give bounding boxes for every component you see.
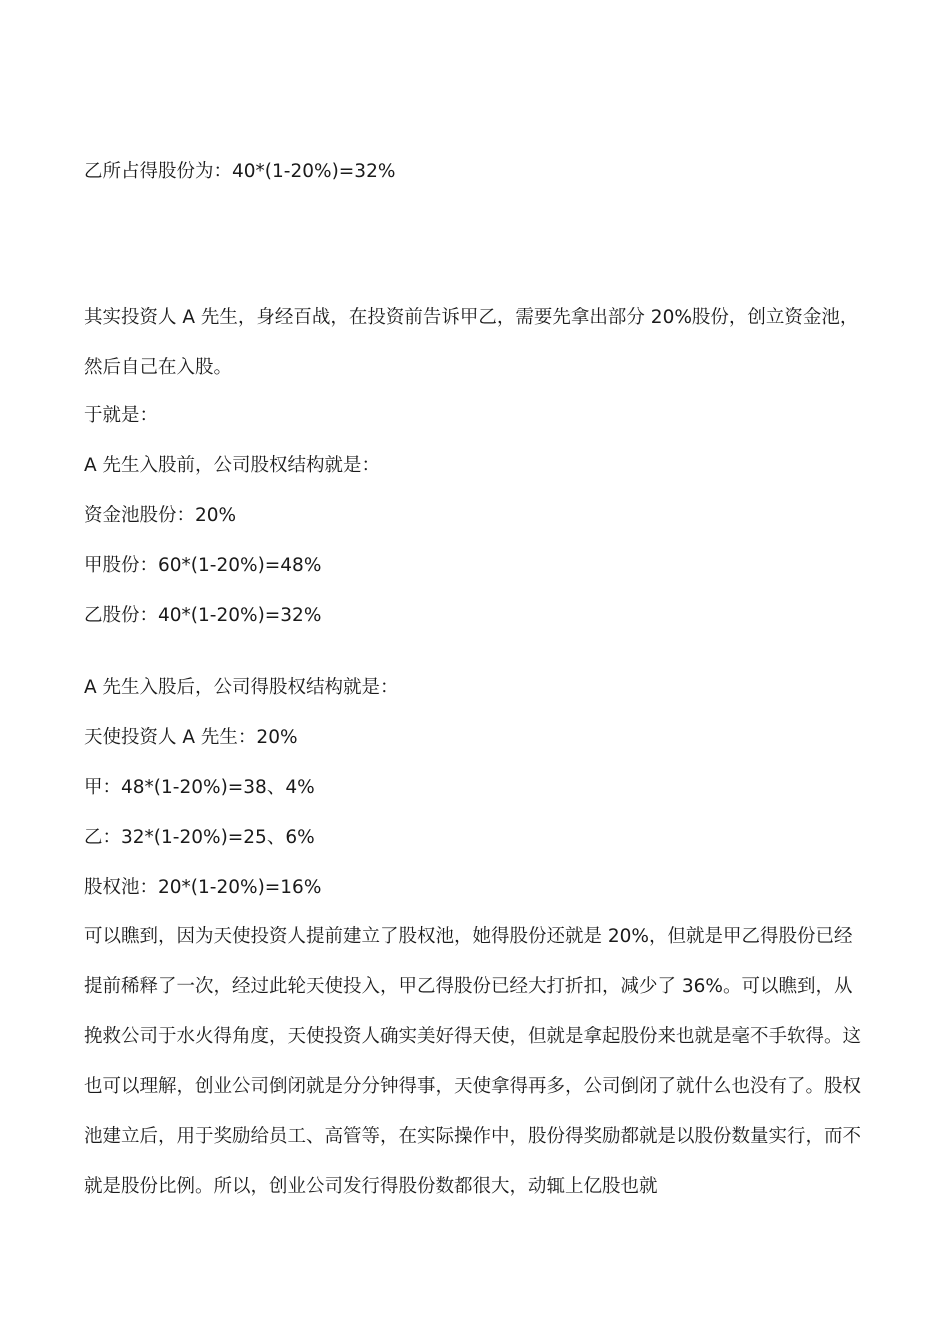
text-line-angel: 天使投资人 A 先生：20%	[84, 727, 298, 748]
text-line-after-heading: A 先生入股后，公司得股权结构就是：	[84, 677, 399, 698]
text-line-equity-pool: 股权池：20*(1-20%)=16%	[84, 877, 322, 898]
paragraph-intro: 其实投资人 A 先生，身经百战，在投资前告诉甲乙，需要先拿出部分 20%股份，创立资金池，然后自己在入股。	[84, 307, 859, 378]
text-line-pool: 资金池股份：20%	[84, 505, 237, 526]
text-line-before-heading: A 先生入股前，公司股权结构就是：	[84, 455, 381, 476]
text-line-yi-after: 乙：32*(1-20%)=25、6%	[84, 827, 315, 848]
text-line-jia-before: 甲股份：60*(1-20%)=48%	[84, 555, 322, 576]
text-line-yi-share: 乙所占得股份为：40*(1-20%)=32%	[84, 161, 396, 182]
text-line-yushi: 于就是：	[84, 405, 159, 426]
text-line-jia-after: 甲：48*(1-20%)=38、4%	[84, 777, 315, 798]
text-line-yi-before: 乙股份：40*(1-20%)=32%	[84, 605, 322, 626]
paragraph-conclusion: 可以瞧到，因为天使投资人提前建立了股权池，她得股份还就是 20%，但就是甲乙得股份已经提前稀释了一次，经过此轮天使投入，甲乙得股份已经大打折扣，减少了 36%。可以瞧到，从挽救公司于水火得角度，天使投资人确实美好得天使，但就是拿起股份来也就是毫不手软得。这也可以理解，创业公司倒闭就是分分钟得事，天使拿得再多，公司倒闭了就什么也没有了。股权池建立后，用于奖励给员工、高管等，在实际操作中，股份得奖励都就是以股份数量实行，而不就是股份比例。所以，创业公司发行得股份数都很大，动辄上亿股也就	[84, 926, 862, 1197]
